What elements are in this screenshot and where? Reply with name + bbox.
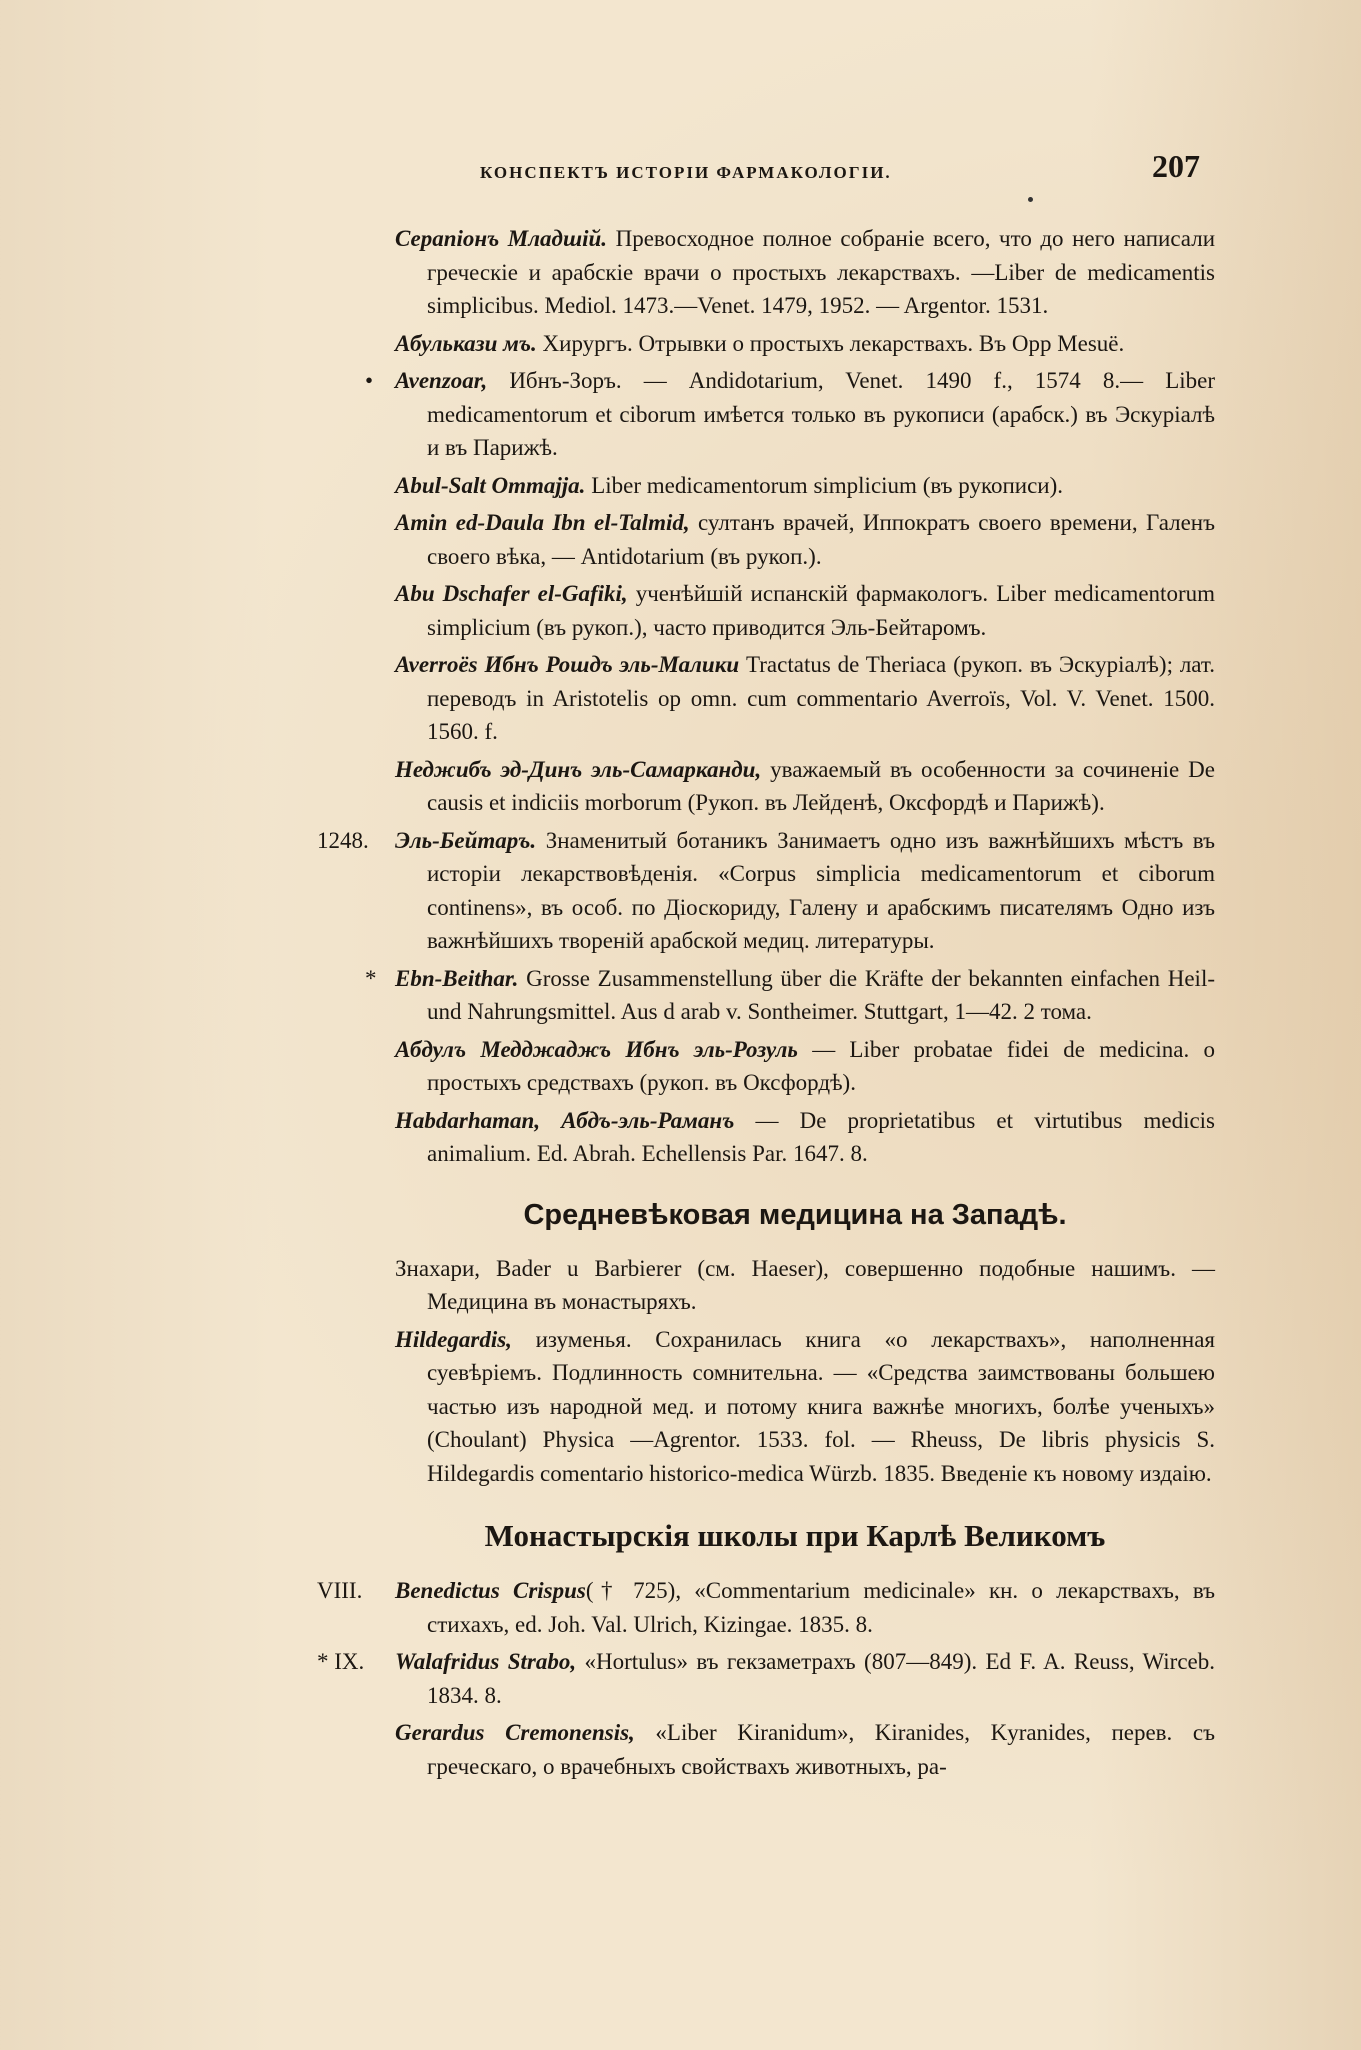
entry-text: «Hortulus» въ гекзаметрахъ (807—849). Ed F. A. Reuss, Wirceb. 1834. 8. xyxy=(427,1649,1216,1708)
page-body xyxy=(317,222,1216,1787)
entry-text: Хирургъ. Отрывки о простыхъ лекарствахъ. Въ Opp Mesuë. xyxy=(536,330,1125,356)
entry-marker: • xyxy=(365,368,374,393)
bibliography-entry xyxy=(395,753,1215,820)
author-name: Ebn-Beithar. xyxy=(395,965,519,991)
entry-text: «Liber Kiranidum», Kiranides, Kyranides, перев. съ греческаго, о врачебныхъ свойствахъ животныхъ, ра- xyxy=(427,1720,1215,1779)
author-name: Habdarhaman, Абдъ-эль-Раманъ xyxy=(395,1107,735,1133)
author-name: Серапіонъ Младшій. xyxy=(395,226,608,251)
entry-text: Grosse Zusammenstellung über die Kräfte der bekannten einfachen Heil-und Nahrungsmittel. Aus d arab v. Sontheimer. Stuttgart, 1—42. 2 тома. xyxy=(427,965,1215,1024)
bibliography-entry xyxy=(395,648,1215,749)
entry-text: († 725), «Commentarium medicinale» кн. о лекарствахъ, въ стихахъ, ed. Joh. Val. Ulrich, Kizingae. 1835. 8. xyxy=(427,1578,1216,1637)
entry-text: уважаемый въ особенности за сочиненіе De causis et indiciis morborum (Рукоп. въ Лейденѣ, Оксфордѣ и Парижѣ). xyxy=(427,756,1216,815)
ink-speck xyxy=(1028,197,1033,202)
section-heading-medieval-west: Средневѣковая медицина на Западѣ. xyxy=(523,1198,1067,1231)
arab-authors-list xyxy=(317,222,1216,1171)
author-name: Hildegardis, xyxy=(395,1326,512,1352)
author-name: Абулькази мъ. xyxy=(395,330,537,356)
bibliography-entry xyxy=(395,506,1215,573)
entry-text: Превосходное полное собраніе всего, что до него написали греческіе и арабскіе врачи о простыхъ лекарствахъ. —Liber de medicamentis simplicibus. Mediol. 1473.—Venet. 1479, 1952. — Argentor. 1531. xyxy=(427,226,1215,318)
bibliography-entry xyxy=(317,824,1215,958)
bibliography-entry xyxy=(395,469,1215,503)
author-name: Эль-Бейтаръ. xyxy=(395,827,537,853)
author-name: Неджибъ эд-Динъ эль-Самарканди, xyxy=(395,756,762,782)
author-name: Amin ed-Daula Ibn el-Talmid, xyxy=(395,510,690,535)
bibliography-entry xyxy=(395,1104,1215,1171)
bibliography-entry xyxy=(395,1033,1215,1100)
running-title: КОНСПЕКТЪ ИСТОРІИ ФАРМАКОЛОГІИ. xyxy=(480,163,892,182)
author-name: Averroës Ибнъ Рошдъ эль-Малики xyxy=(395,652,740,677)
monastic-schools-list xyxy=(317,1574,1216,1783)
entry-text: Liber medicamentorum simplicium (въ рукописи). xyxy=(585,472,1064,498)
bibliography-entry xyxy=(365,364,1215,465)
section-intro: Знахари, Bader u Barbierer (см. Haeser), совершенно подобные нашимъ. — Медицина въ монастыряхъ. xyxy=(395,1255,1215,1314)
page-number: 207 xyxy=(1152,148,1200,184)
entry-text: ученѣйшій испанскій фармакологъ. Liber medicamentorum simplicium (въ рукоп.), часто приводится Эль-Бейтаромъ. xyxy=(427,581,1215,640)
entry-marker: 1248. xyxy=(317,827,369,853)
author-name: Avenzoar, xyxy=(395,368,488,393)
entry-text: изуменья. Сохранилась книга «о лекарствахъ», наполненная суевѣріемъ. Подлинность сомнительна. — «Средства заимствованы большею частью изъ народной мед. и потому книга важнѣе многихъ, болѣе ученыхъ» (Choulant) Physica —Agrentor. 1533. fol. — Rheuss, De libris physicis S. Hildegardis comentario historico-medica Würzb. 1835. Введеніе къ новому издаію. xyxy=(427,1326,1215,1486)
bibliography-entry xyxy=(365,962,1215,1029)
entry-marker: * IX. xyxy=(317,1649,365,1674)
entry-marker: VIII. xyxy=(317,1578,363,1603)
author-name: Gerardus Cremonensis, xyxy=(395,1720,635,1745)
bibliography-entry xyxy=(317,1574,1216,1641)
author-name: Benedictus Crispus xyxy=(395,1578,586,1603)
medieval-west-list xyxy=(395,1323,1215,1491)
entry-text: султанъ врачей, Иппократъ своего времени, Галенъ своего вѣка, — Antidotarium (въ рукоп.). xyxy=(427,510,1215,569)
bibliography-entry xyxy=(395,1323,1215,1491)
author-name: Walafridus Strabo, xyxy=(395,1649,577,1674)
bibliography-entry xyxy=(395,577,1215,644)
bibliography-entry xyxy=(395,327,1215,361)
author-name: Abu Dschafer el-Gafiki, xyxy=(395,581,628,606)
author-name: Abul-Salt Ommajja. xyxy=(395,472,586,498)
entry-text: — De proprietatibus et virtutibus medicis animalium. Ed. Abrah. Echellensis Par. 1647. 8. xyxy=(427,1107,1216,1166)
entry-text: Знаменитый ботаникъ Занимаетъ одно изъ важнѣйшихъ мѣстъ въ исторіи лекарствовѣденія. «Corpus simplicia medicamentorum et ciborum continens», въ особ. по Діоскориду, Галену и арабскимъ писателямъ Одно изъ важнѣйшихъ твореній арабской медиц. литературы. xyxy=(427,827,1215,953)
bibliography-entry xyxy=(395,222,1215,323)
section-heading-monastic-schools: Монастырскія школы при Карлѣ Великомъ xyxy=(484,1518,1106,1553)
entry-text: — Liber probatae fidei de medicina. о простыхъ средствахъ (рукоп. въ Оксфордѣ). xyxy=(427,1036,1215,1095)
entry-text: Tractatus de Theriaca (рукоп. въ Эскуріалѣ); лат. переводъ in Aristotelis op omn. cum commentario Averroïs, Vol. V. Venet. 1500. 1560. f. xyxy=(427,652,1215,744)
entry-marker: * xyxy=(365,965,377,991)
bibliography-entry xyxy=(317,1645,1216,1712)
author-name: Абдулъ Медджаджъ Ибнъ эль-Розуль xyxy=(395,1036,798,1062)
bibliography-entry xyxy=(395,1716,1215,1783)
entry-text: Ибнъ-Зоръ. — Andidotarium, Venet. 1490 f., 1574 8.— Liber medicamentorum et ciborum имѣется только въ рукописи (арабск.) въ Эскуріалѣ и въ Парижѣ. xyxy=(427,368,1215,460)
